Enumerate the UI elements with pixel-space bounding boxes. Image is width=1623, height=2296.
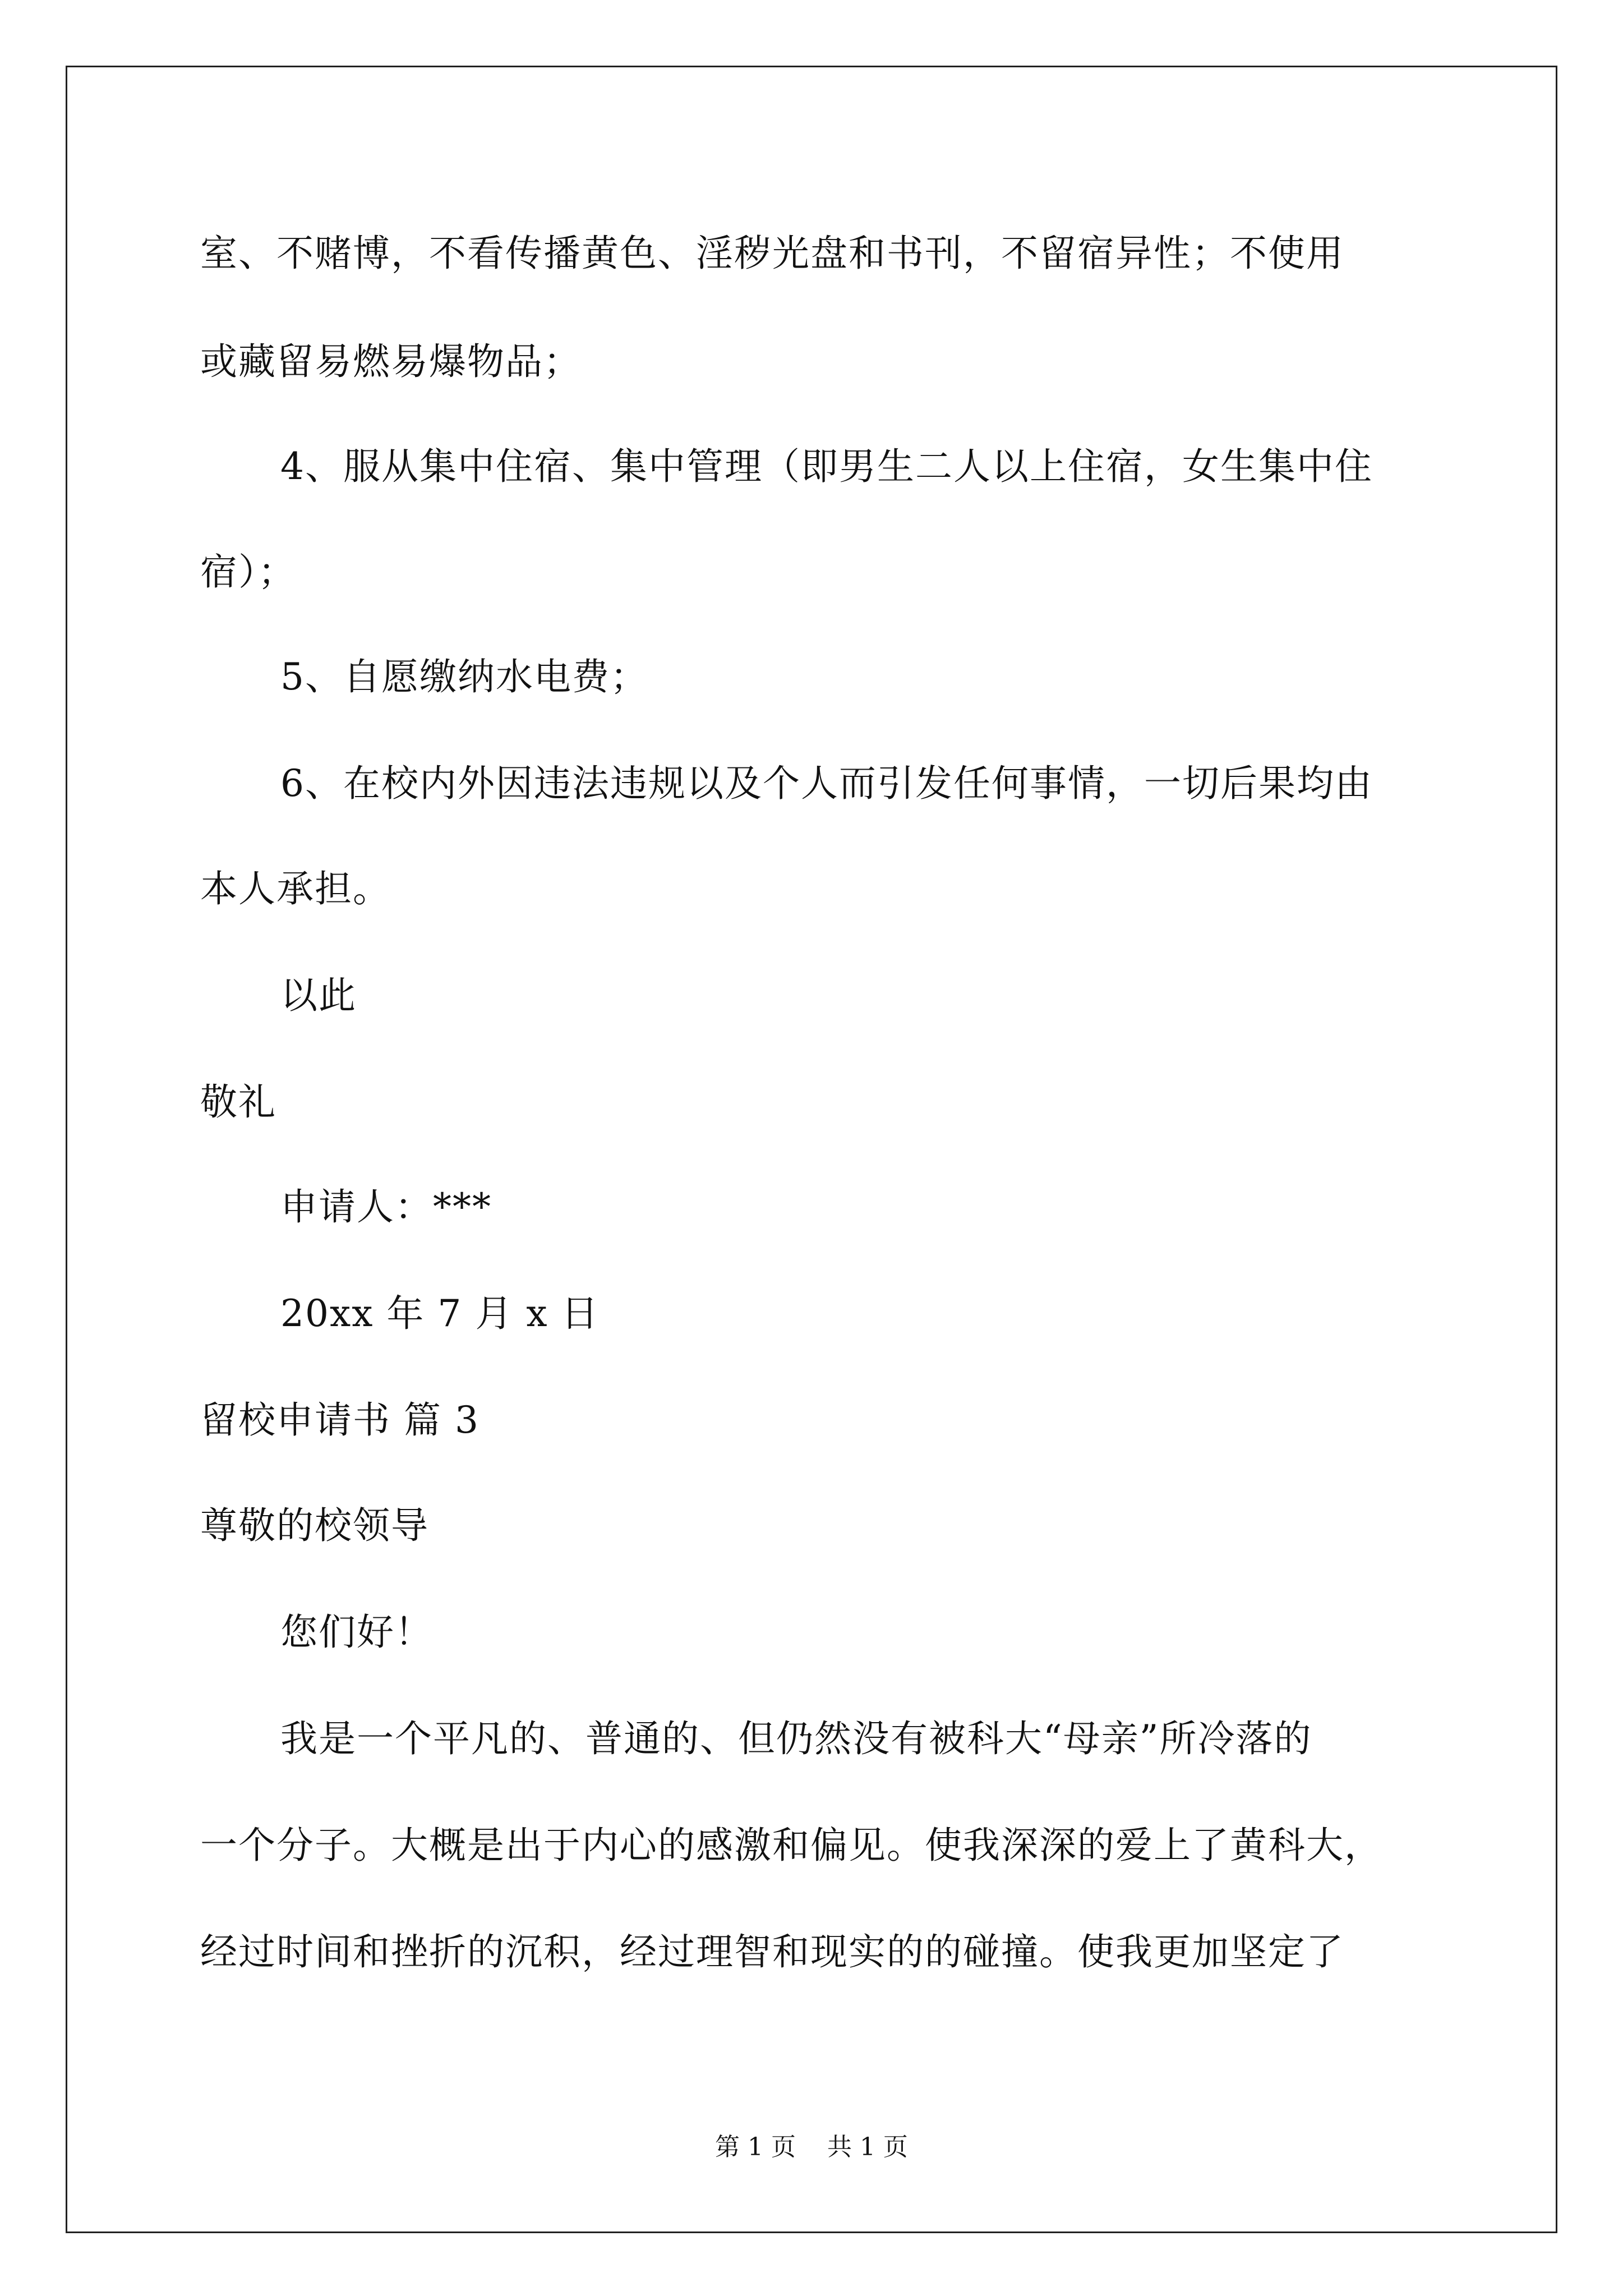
text-line: 20xx 年 7 月 x 日 bbox=[280, 1292, 600, 1335]
text-line: 申请人：*** bbox=[280, 1185, 492, 1228]
text-line: 或藏留易燃易爆物品； bbox=[200, 340, 582, 383]
page-footer: 第 1 页 共 1 页 bbox=[715, 2133, 908, 2161]
text-line: 6、在校内外因违法违规以及个人而引发任何事情，一切后果均由 bbox=[280, 762, 1373, 805]
text-line: 本人承担。 bbox=[200, 867, 391, 910]
text-line: 5、自愿缴纳水电费； bbox=[280, 655, 648, 698]
text-line: 我是一个平凡的、普通的、但仍然没有被科大“母亲”所冷落的 bbox=[280, 1717, 1312, 1760]
salutation: 尊敬的校领导 bbox=[200, 1504, 429, 1547]
text-line: 一个分子。大概是出于内心的感激和偏见。使我深深的爱上了黄科大， bbox=[200, 1824, 1382, 1867]
section-heading: 留校申请书 篇 3 bbox=[200, 1398, 479, 1442]
text-line: 4、服从集中住宿、集中管理（即男生二人以上住宿，女生集中住 bbox=[280, 445, 1373, 488]
text-line: 敬礼 bbox=[200, 1080, 276, 1124]
text-line: 以此 bbox=[280, 974, 357, 1017]
page-border bbox=[66, 66, 1557, 2233]
text-line: 经过时间和挫折的沉积，经过理智和现实的的碰撞。使我更加坚定了 bbox=[200, 1930, 1344, 1973]
text-line: 室、不赌博，不看传播黄色、淫秽光盘和书刊，不留宿异性；不使用 bbox=[200, 232, 1344, 275]
text-line: 宿）； bbox=[200, 550, 296, 593]
greeting: 您们好！ bbox=[280, 1611, 433, 1654]
